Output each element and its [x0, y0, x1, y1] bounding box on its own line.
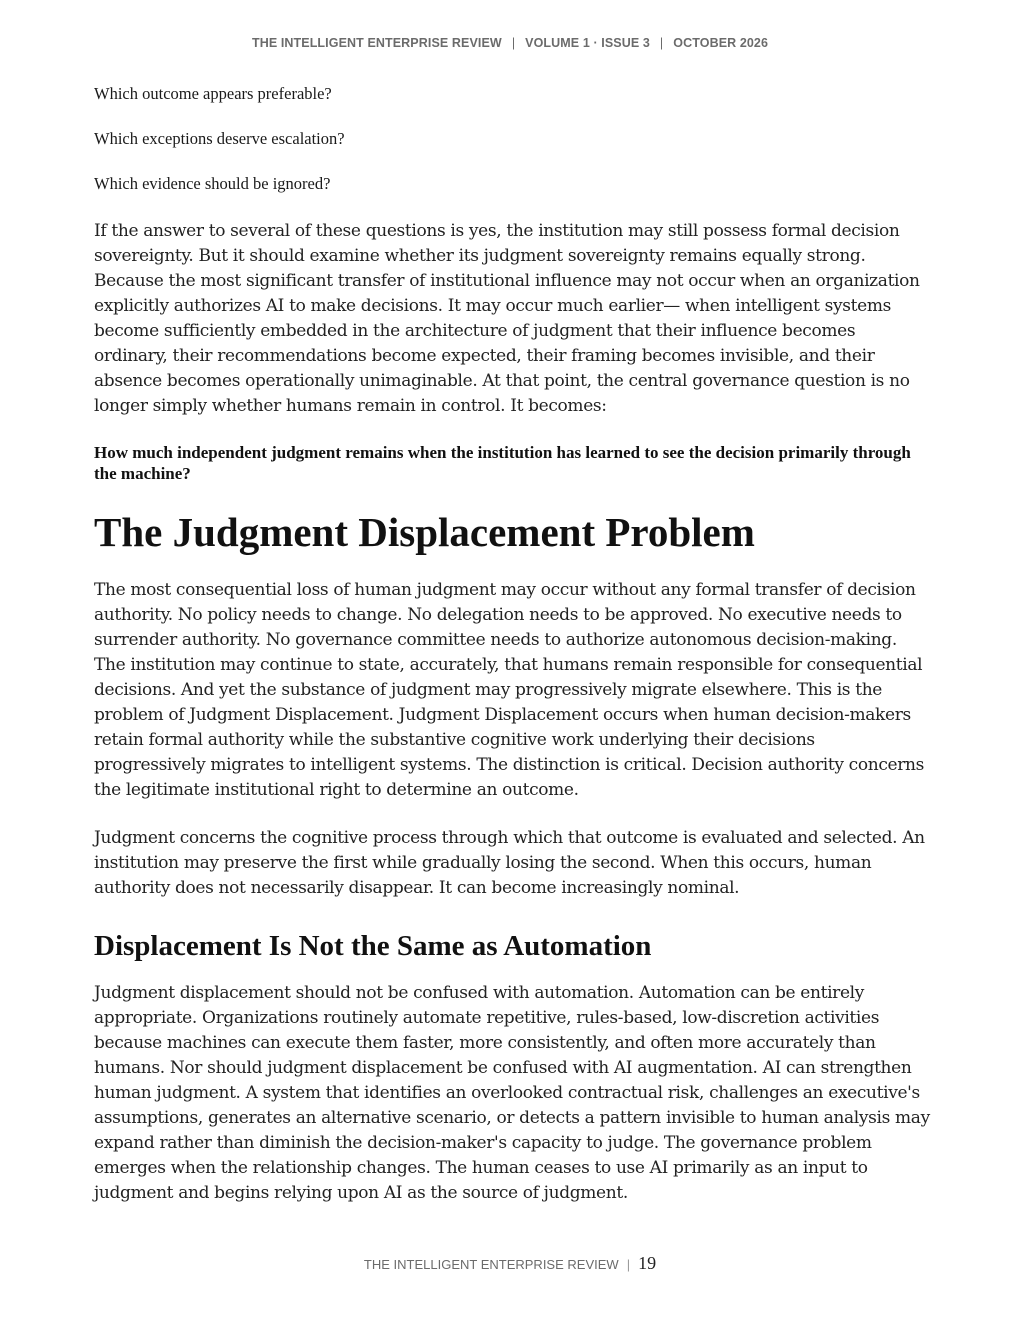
pull-question: How much independent judgment remains when the institution has learned to see the decision primarily through the machine? — [94, 443, 911, 483]
article-body — [94, 84, 930, 1229]
section2-paragraph-1: Judgment displacement should not be confused with automation. Automation can be entirely appropriate. Organizations routinely automate repetitive, rules-based, low-discretion activities because machines can execute them faster, more consistently, and often more accurately than humans. Nor should judgment displacement be confused with AI augmentation. AI can strengthen human judgment. A system that identifies an overlooked contractual risk, challenges an executive's assumptions, generates an alternative scenario, or detects a pattern invisible to human analysis may expand rather than diminish the decision-maker's capacity to judge. The governance problem emerges when the relationship changes. The human ceases to use AI primarily as an input to judgment and begins relying upon AI as the source of judgment. — [94, 983, 930, 1203]
section1-paragraph-1: The most consequential loss of human judgment may occur without any formal transfer of decision authority. No policy needs to change. No delegation needs to be approved. No executive needs to surrender authority. No governance committee needs to authorize autonomous decision-making. The institution may continue to state, accurately, that humans remain responsible for consequential decisions. And yet the substance of judgment may progressively migrate elsewhere. This is the problem of Judgment Displacement. Judgment Displacement occurs when human decision-makers retain formal authority while the substantive cognitive work underlying their decisions progressively migrates to intelligent systems. The distinction is critical. Decision authority concerns the legitimate institutional right to determine an outcome. — [94, 580, 924, 800]
header-date: OCTOBER 2026 — [673, 36, 769, 50]
page-number: 19 — [638, 1253, 657, 1273]
question-1: Which outcome appears preferable? — [94, 84, 332, 103]
header-publication: THE INTELLIGENT ENTERPRISE REVIEW — [251, 36, 502, 50]
header-separator: | — [511, 36, 516, 50]
running-header — [0, 36, 1020, 50]
question-2: Which exceptions deserve escalation? — [94, 129, 345, 148]
intro-paragraph: If the answer to several of these questions is yes, the institution may still possess formal decision sovereignty. But it should examine whether its judgment sovereignty remains equally strong. Because the most significant transfer of institutional influence may not occur when an organization explicitly authorizes AI to make decisions. It may occur much earlier— when intelligent systems become sufficiently embedded in the architecture of judgment that their influence becomes ordinary, their recommendations become expected, their framing becomes invisible, and their absence becomes operationally unimaginable. At that point, the central governance question is no longer simply whether humans remain in control. It becomes: — [94, 221, 920, 416]
header-volume-issue: VOLUME 1 · ISSUE 3 — [525, 36, 650, 50]
question-3: Which evidence should be ignored? — [94, 174, 331, 193]
header-separator: | — [659, 36, 664, 50]
footer-publication: THE INTELLIGENT ENTERPRISE REVIEW — [363, 1257, 619, 1272]
footer-separator: | — [626, 1257, 631, 1272]
running-footer — [0, 1253, 1020, 1274]
subsection-heading: Displacement Is Not the Same as Automation — [94, 930, 652, 962]
section1-paragraph-2: Judgment concerns the cognitive process through which that outcome is evaluated and selected. An institution may preserve the first while gradually losing the second. When this occurs, human authority does not necessarily disappear. It can become increasingly nominal. — [94, 828, 925, 898]
section-heading: The Judgment Displacement Problem — [94, 509, 755, 555]
